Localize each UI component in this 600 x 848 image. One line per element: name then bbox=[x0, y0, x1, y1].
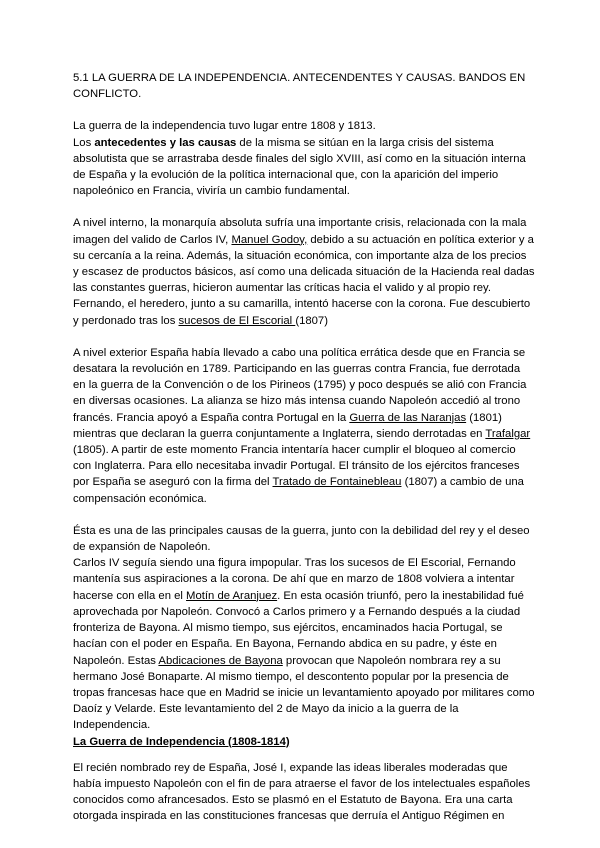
paragraph-jose-i: El recién nombrado rey de España, José I, expande las ideas liberales moderadas que había impuesto Napoleón con el fin de para atraerse el favor de los intelectuales españoles conocidos como afrancesados. Esto se plasmó en el Estatuto de Bayona. Era una carta otorgada inspirada en las constituciones francesas que derruía el Antiguo Régimen en bbox=[73, 761, 531, 823]
intro-line: La guerra de la independencia tuvo lugar entre 1808 y 1813. bbox=[73, 120, 376, 133]
paragraph-intro: La guerra de la independencia tuvo lugar entre 1808 y 1813. Los antecedentes y las causas de la misma se sitúan en la larga crisis del sistema absolutista que se arrastraba desde finales del siglo XVIII, así como en la situación interna de España y la evolución de la política internacional que, con la aparición del imperio napoleónico en Francia, viviría un cambio fundamental. bbox=[73, 120, 526, 198]
subheading-guerra: La Guerra de Independencia (1808-1814) bbox=[73, 735, 290, 748]
link-manuel-godoy[interactable]: Manuel Godoy, bbox=[231, 233, 308, 246]
link-motin-aranjuez[interactable]: Motín de Aranjuez bbox=[186, 589, 278, 602]
paragraph-causes: Ésta es una de las principales causas de la guerra, junto con la debilidad del rey y el deseo de expansión de Napoleón. Carlos IV seguía siendo una figura impopular. Tras los sucesos de El Escorial, Fernando mantenía sus aspiraciones a la corona. De ahí que en marzo de 1808 volviera a intentar hacerse con ella en el Motín de Aranjuez. En esta ocasión triunfó, pero la inestabilidad fué aprovechada por Napoleón. Convocó a Carlos primero y a Fernando después a la ciudad fronteriza de Bayona. Al mismo tiempo, sus ejércitos, encaminados hacia Portugal, se hacían con el poder en España. En Bayona, Fernando abdica en su padre, y éste en Napoleón. Estas Abdicaciones de Bayona provocan que Napoleón nombrara rey a su hermano José Bonaparte. Al mismo tiempo, el descontento popular por la presencia de tropas francesas hace que en Madrid se inicie un levantamiento apoyado por militares como Daoíz y Velarde. Este levantamiento del 2 de Mayo da inicio a la guerra de la Independencia. bbox=[73, 524, 535, 732]
paragraph-internal-crisis: A nivel interno, la monarquía absoluta sufría una importante crisis, relacionada con la mala imagen del valido de Carlos IV, Manuel Godoy, debido a su actuación en política exterior y a su cercanía a la reina. Además, la situación económica, con importante alza de los precios y escasez de productos básicos, así como una delicada situación de la Hacienda real dadas las constantes guerras, hicieron aumentar las críticas hacia el valido y al propio rey. Fernando, el heredero, junto a su camarilla, intentó hacerse con la corona. Fue descubierto y perdonado tras los sucesos de El Escorial (1807) bbox=[73, 217, 535, 327]
link-trafalgar[interactable]: Trafalgar bbox=[485, 427, 531, 440]
document-page bbox=[73, 70, 535, 825]
paragraph-external-policy: A nivel exterior España había llevado a cabo una política errática desde que en Francia se desatara la revolución en 1789. Participando en las guerras contra Francia, fue derrotada en la guerra de la Convención o de los Pirineos (1795) y poco después se alió con Francia en diversas ocasiones. La alianza se hizo más intensa cuando Napoleón accedió al trono francés. Francia apoyó a España contra Portugal en la Guerra de las Naranjas (1801) mientras que declaran la guerra conjuntamente a Inglaterra, siendo derrotadas en Trafalgar (1805). A partir de este momento Francia intentaría hacer cumplir el bloqueo al comercio con Inglaterra. Para ello necesitaba invadir Portugal. El tránsito de los ejércitos franceses por España se aseguró con la firma del Tratado de Fontainebleau (1807) a cambio de una compensación económica. bbox=[73, 346, 531, 505]
link-sucesos-escorial[interactable]: sucesos de El Escorial bbox=[178, 314, 296, 327]
section-heading: 5.1 LA GUERRA DE LA INDEPENDENCIA. ANTECENDENTES Y CAUSAS. BANDOS EN CONFLICTO. bbox=[73, 72, 526, 101]
bold-term: antecedentes y las causas bbox=[94, 136, 237, 149]
link-tratado-fontainebleau[interactable]: Tratado de Fontainebleau bbox=[272, 476, 402, 489]
link-abdicaciones-bayona[interactable]: Abdicaciones de Bayona bbox=[158, 654, 283, 667]
link-guerra-naranjas[interactable]: Guerra de las Naranjas bbox=[349, 411, 467, 424]
